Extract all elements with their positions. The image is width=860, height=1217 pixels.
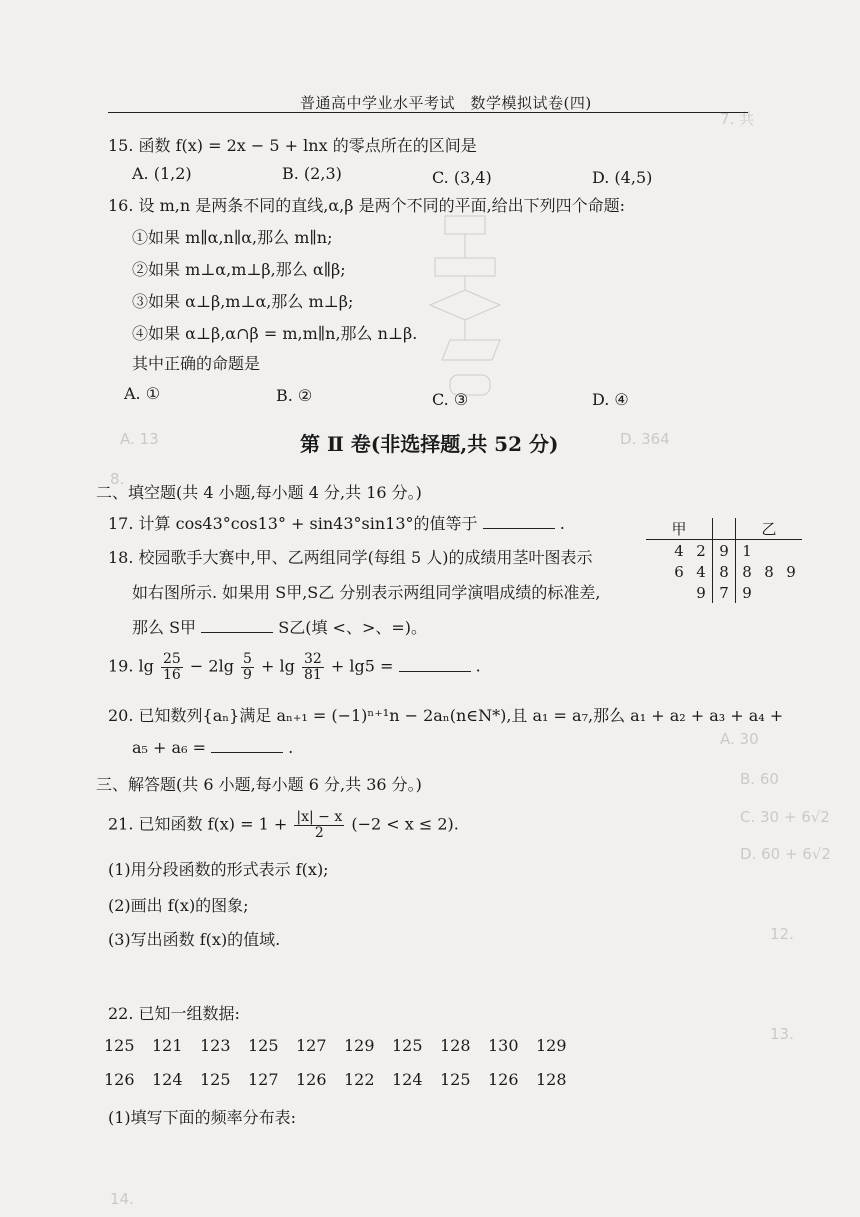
group-yi-label: 乙 — [758, 518, 780, 540]
q20-line-1: 20. 已知数列{aₙ}满足 aₙ₊₁ = (−1)ⁿ⁺¹n − 2aₙ(n∈N*),且 a₁ = a₇,那么 a₁ + a₂ + a₃ + a₄ + — [108, 706, 784, 725]
q20-answer-blank — [211, 738, 283, 753]
stem-leaf-row: 9 7 9 — [696, 583, 752, 602]
q16-question: 其中正确的命题是 — [132, 354, 261, 373]
header-rule — [108, 112, 748, 113]
q21-item-2: (2)画出 f(x)的图象; — [108, 896, 249, 915]
q16-item-1: ①如果 m∥α,n∥α,那么 m∥n; — [132, 228, 333, 247]
q22-data-row-1: 125 121 123 125 127 129 125 128 130 129 — [104, 1036, 567, 1055]
q17-end: . — [559, 514, 565, 533]
q21-item-3: (3)写出函数 f(x)的值域. — [108, 930, 281, 949]
bleed-through-text: 12. — [770, 925, 794, 943]
q18-line-3-b: S乙(填 <、>、=)。 — [278, 618, 428, 637]
bleed-through-text: A. 30 — [720, 730, 759, 748]
q15-text: 15. 函数 f(x) = 2x − 5 + lnx 的零点所在的区间是 — [108, 136, 477, 155]
q18-line-2: 如右图所示. 如果用 S甲,S乙 分别表示两组同学演唱成绩的标准差, — [132, 583, 601, 602]
bleed-through-text: D. 60 + 6√2 — [740, 845, 831, 863]
q16-option-a: A. ① — [124, 384, 161, 403]
q15-option-d: D. (4,5) — [592, 168, 653, 187]
q18-line-1: 18. 校园歌手大赛中,甲、乙两组同学(每组 5 人)的成绩用茎叶图表示 — [108, 548, 593, 567]
q15-option-a: A. (1,2) — [132, 164, 192, 183]
stem-leaf-row: 4 2 9 1 — [674, 541, 752, 560]
bleed-through-text: 7. 共 — [720, 110, 755, 128]
header-title: 普通高中学业水平考试 数学模拟试卷(四) — [300, 94, 592, 112]
q16-item-4: ④如果 α⊥β,α∩β = m,m∥n,那么 n⊥β. — [132, 324, 418, 343]
bleed-through-text: C. 30 + 6√2 — [740, 808, 830, 826]
bleed-through-text: D. 364 — [620, 430, 670, 448]
stem-leaf-table — [646, 518, 802, 603]
q16-stem: 16. 设 m,n 是两条不同的直线,α,β 是两个不同的平面,给出下列四个命题: — [108, 196, 626, 215]
q16-option-d: D. ④ — [592, 390, 629, 409]
q15-option-b: B. (2,3) — [282, 164, 342, 183]
q17-answer-blank — [483, 514, 555, 529]
stem-value: 9 — [713, 540, 736, 562]
q21-stem: 21. 已知函数 f(x) = 1 + $\frac{|x| - x}{2}$ (−2 < x ≤ 2). — [108, 809, 459, 841]
fraction: $\frac{32}{81}$ — [304, 651, 322, 683]
q16-option-b: B. ② — [276, 386, 313, 405]
q19: 19. lg $\frac{25}{16}$ − 2lg $\frac{5}{9}$ + lg $\frac{32}{81}$ + lg5 = . — [108, 651, 481, 683]
stem-leaf-header — [646, 518, 802, 540]
bleed-through-text: B. 60 — [740, 770, 779, 788]
fraction: $\frac{25}{16}$ — [162, 651, 181, 683]
q16-option-c: C. ③ — [432, 390, 469, 409]
q17 — [108, 514, 565, 533]
part2-title: 二、填空题(共 4 小题,每小题 4 分,共 16 分。) — [96, 483, 422, 502]
q22-item-1: (1)填写下面的频率分布表: — [108, 1108, 297, 1127]
q15-option-c: C. (3,4) — [432, 168, 492, 187]
stem-value: 8 — [713, 561, 736, 582]
fraction: $\frac{5}{9}$ — [243, 651, 252, 683]
q19-answer-blank — [399, 657, 471, 672]
q20-line-2: a₅ + a₆ = . — [132, 738, 294, 757]
q17-text: 17. 计算 cos43°cos13° + sin43°sin13°的值等于 — [108, 514, 478, 533]
q21-item-1: (1)用分段函数的形式表示 f(x); — [108, 860, 329, 879]
section-title: 第 Ⅱ 卷(非选择题,共 52 分) — [300, 432, 559, 456]
bleed-through-text: 13. — [770, 1025, 794, 1043]
stem-value: 7 — [713, 582, 736, 603]
group-jia-label: 甲 — [668, 518, 690, 540]
fraction: $\frac{|x| - x}{2}$ — [296, 809, 343, 841]
q16-item-2: ②如果 m⊥α,m⊥β,那么 α∥β; — [132, 260, 346, 279]
bleed-through-text: 8. — [110, 470, 125, 488]
q22-data-row-2: 126 124 125 127 126 122 124 125 126 128 — [104, 1070, 567, 1089]
bleed-through-flowchart — [350, 210, 570, 410]
q18-answer-blank — [201, 618, 273, 633]
bleed-through-text: A. 13 — [120, 430, 159, 448]
q18-line-3-a: 那么 S甲 — [132, 618, 197, 637]
stem-leaf-row: 6 4 8 8 8 9 — [674, 562, 796, 581]
q18-line-3 — [132, 618, 427, 637]
part3-title: 三、解答题(共 6 小题,每小题 6 分,共 36 分。) — [96, 775, 422, 794]
q16-item-3: ③如果 α⊥β,m⊥α,那么 m⊥β; — [132, 292, 354, 311]
q22-stem: 22. 已知一组数据: — [108, 1004, 240, 1023]
bleed-through-text: 14. — [110, 1190, 134, 1208]
